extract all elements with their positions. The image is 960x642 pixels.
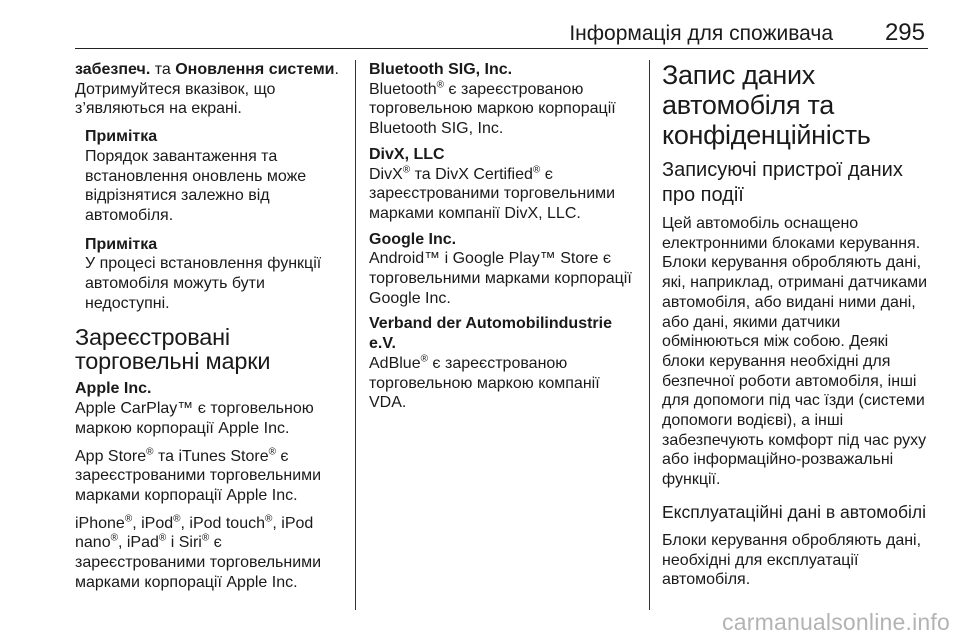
note-text: Порядок завантаження та встановлення оновлень може відрізнятися залежно від автомобіля. — [85, 147, 307, 224]
text-itunes-store: та iTunes Store — [153, 447, 269, 465]
text-adblue: AdBlue — [369, 354, 421, 372]
heading-line-3: конфіденційність — [662, 120, 871, 150]
operational-data-heading: Експлуатаційні дані в автомобілі — [662, 501, 927, 522]
brand-title-divx: DivX, LLC — [369, 145, 445, 163]
text-ipod-touch: , iPod touch — [180, 514, 265, 532]
brand-title-apple: Apple Inc. — [75, 380, 152, 398]
brand-vda — [369, 314, 637, 413]
brand-bluetooth — [369, 60, 637, 139]
column-divider-1 — [355, 60, 356, 610]
text-divx-rest: є зареєстрованими торговельними марками компанії DivX, LLC. — [369, 165, 616, 222]
trademarks-heading — [75, 325, 347, 373]
intro-bold-1: забезпеч. — [75, 61, 151, 78]
note-download-order — [85, 127, 347, 226]
text-bluetooth-rest: є зареєстрованою торговельною маркою корпорації Bluetooth SIG, Inc. — [369, 80, 616, 138]
intro-mid: та — [150, 61, 176, 78]
registered-mark: ® — [420, 353, 428, 365]
registered-mark: ® — [158, 533, 167, 545]
registered-mark: ® — [201, 533, 210, 545]
trademarks-heading-line-1: Зареєстровані — [75, 324, 230, 351]
brand-title-bluetooth: Bluetooth SIG, Inc. — [369, 61, 513, 78]
iphone-paragraph — [75, 514, 347, 593]
registered-mark: ® — [402, 164, 411, 176]
column-1 — [75, 60, 347, 600]
text-divx: DivX — [369, 165, 403, 183]
heading-line-2: автомобіля та — [662, 90, 834, 120]
brand-google — [369, 230, 637, 309]
text-google: Android™ і Google Play™ Store є торговельними марками корпорації Google Inc. — [369, 250, 632, 307]
text-app-store: App Store — [75, 447, 147, 465]
control-units-paragraph: Цей автомобіль оснащено електронними блоками керування. Блоки керування обробляють дані, які, наприклад, отримані датчиками автомобіля, або видані ними дані, або дані, якими датчики обмінюються між собою. Деякі блоки керування необхідні для безпечної роботи автомобіля, інші для допомоги під час їзди (системи допомоги водієві), а інші забезпечують комфорт під час руху або інформаційно-розважальні функції. — [662, 215, 928, 489]
note-title: Примітка — [85, 128, 158, 146]
text-app-store-rest: є зареєстрованими торговельними марками корпорації Apple Inc. — [75, 447, 322, 504]
intro-rest: . Дотримуйтеся вказівок, що з’являються на екрані. — [75, 61, 339, 118]
text-siri: і Siri — [166, 534, 202, 552]
note-functions-unavailable — [85, 235, 347, 314]
text-ipod-nano: , iPod nano — [75, 514, 314, 552]
brand-title-google: Google Inc. — [369, 230, 457, 248]
registered-mark: ® — [146, 446, 154, 458]
text-ipod: , iPod — [132, 514, 174, 532]
page-header — [75, 18, 928, 49]
brand-divx — [369, 145, 637, 224]
brand-title-vda: Verband der Automobilindustrie e.V. — [369, 315, 612, 353]
text-bluetooth: Bluetooth — [369, 80, 437, 98]
column-3 — [662, 60, 928, 598]
watermark: carmanualsonline.info — [722, 609, 950, 635]
registered-mark: ® — [265, 513, 273, 525]
text-iphone: iPhone — [75, 514, 125, 532]
data-recording-heading — [662, 60, 928, 150]
operational-data-paragraph: Блоки керування обробляють дані, необхідні для експлуатації автомобіля. — [662, 531, 922, 589]
registered-mark: ® — [436, 79, 444, 91]
apple-carplay-paragraph: Apple CarPlay™ є торговельною маркою корпорації Apple Inc. — [75, 400, 314, 437]
trademarks-heading-line-2: торговельні марки — [75, 348, 271, 375]
heading-line-1: Запис даних — [662, 60, 815, 90]
intro-bold-2: Оновлення системи — [175, 61, 335, 78]
column-2 — [369, 60, 637, 419]
note-text: У процесі встановлення функції автомобіля можуть бути недоступні. — [85, 255, 322, 312]
page-number: 295 — [884, 19, 925, 46]
registered-mark: ® — [268, 446, 276, 458]
intro-paragraph — [75, 60, 347, 119]
app-store-paragraph — [75, 447, 347, 506]
text-adblue-rest: є зареєстрованою торговельною маркою компанії VDA. — [369, 354, 600, 412]
registered-mark: ® — [532, 164, 541, 176]
registered-mark: ® — [124, 513, 133, 525]
note-title: Примітка — [85, 235, 158, 253]
text-iphone-rest: є зареєстрованими торговельними марками корпорації Apple Inc. — [75, 534, 322, 591]
header-title: Інформація для споживача — [569, 22, 833, 45]
text-ipad: , iPad — [117, 534, 159, 552]
registered-mark: ® — [110, 533, 118, 545]
column-divider-2 — [649, 60, 650, 610]
text-divx-certified: та DivX Certified — [410, 165, 533, 183]
registered-mark: ® — [173, 513, 181, 525]
event-data-recorders-heading: Записуючі пристрої даних про події — [662, 159, 903, 206]
